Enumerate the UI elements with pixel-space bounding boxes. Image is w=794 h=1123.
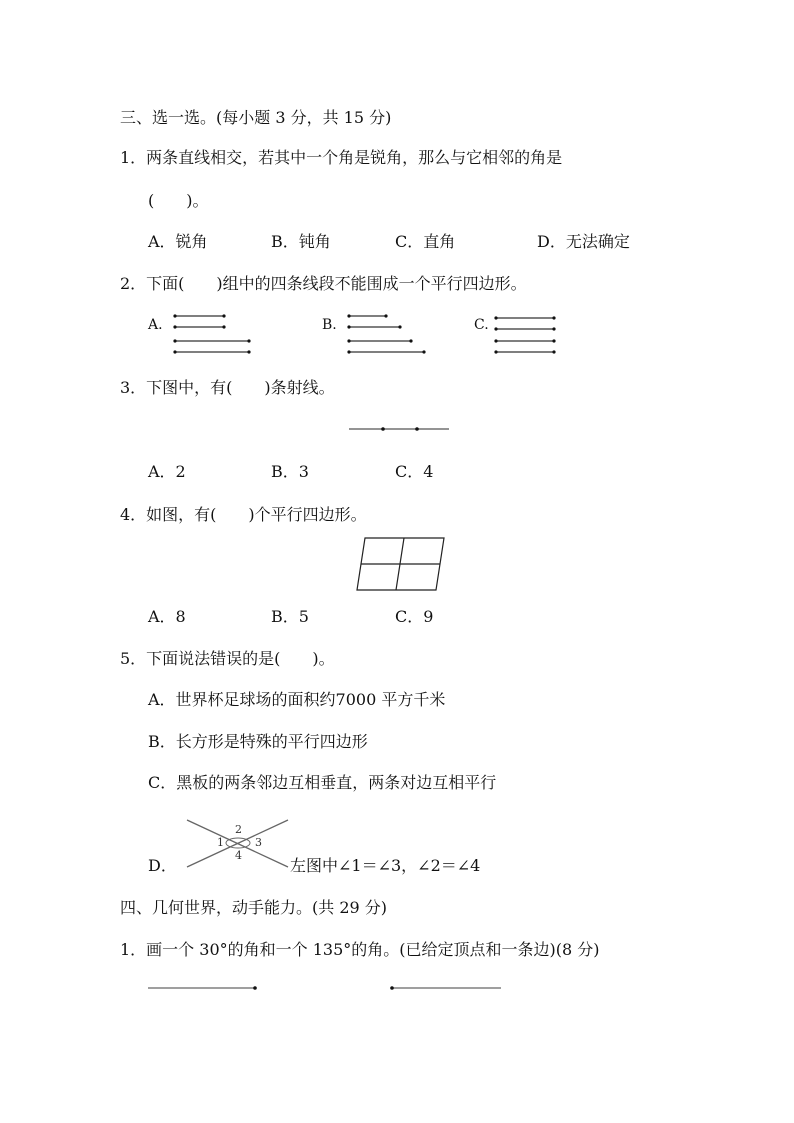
question-4-option-a: A．8	[148, 607, 186, 626]
angle-label-2: 2	[235, 823, 242, 836]
question-1-option-c: C．直角	[395, 232, 456, 251]
question-3-option-a: A．2	[148, 462, 186, 481]
question-3-option-b: B．3	[271, 462, 309, 481]
question-1-option-d: D．无法确定	[537, 232, 630, 251]
question-5-option-a: A．世界杯足球场的面积约7000 平方千米	[148, 690, 446, 709]
question-4-option-b: B．5	[271, 607, 309, 626]
section-4-given-rays	[148, 986, 501, 990]
question-4-stem: 4．如图，有( )个平行四边形。	[120, 505, 367, 524]
angle-label-3: 3	[255, 836, 262, 849]
question-2-stem: 2．下面( )组中的四条线段不能围成一个平行四边形。	[120, 274, 527, 293]
question-1-blank: ( )。	[148, 191, 209, 210]
section-3-heading: 三、选一选。(每小题 3 分，共 15 分)	[120, 108, 392, 127]
question-3-stem: 3．下图中，有( )条射线。	[120, 378, 335, 397]
question-5-option-d-text: 左图中∠1＝∠3，∠2＝∠4	[290, 856, 481, 875]
question-3-option-c: C．4	[395, 462, 434, 481]
question-2-figure-label-c: C.	[474, 317, 489, 333]
question-2-figure-label-a: A.	[148, 317, 163, 333]
question-1-option-a: A．锐角	[148, 232, 208, 251]
angle-label-4: 4	[235, 849, 242, 862]
segment-group-b	[347, 314, 425, 353]
question-2-figure-label-b: B.	[322, 317, 337, 333]
question-3-line-figure	[349, 427, 449, 431]
segment-group-a	[173, 314, 250, 353]
question-5-option-b: B．长方形是特殊的平行四边形	[148, 732, 368, 751]
segment-group-c	[494, 316, 555, 353]
question-4-option-c: C．9	[395, 607, 434, 626]
question-4-parallelogram-figure	[357, 538, 444, 590]
section-4-heading: 四、几何世界，动手能力。(共 29 分)	[120, 898, 388, 917]
angle-label-1: 1	[217, 836, 224, 849]
question-1-stem: 1．两条直线相交，若其中一个角是锐角，那么与它相邻的角是	[120, 148, 563, 167]
section-4-question-1-stem: 1．画一个 30°的角和一个 135°的角。(已给定顶点和一条边)(8 分)	[120, 940, 600, 959]
question-1-option-b: B．钝角	[271, 232, 331, 251]
question-5-option-c: C．黑板的两条邻边互相垂直，两条对边互相平行	[148, 773, 497, 792]
question-5-option-d-prefix: D．	[148, 856, 177, 875]
question-5-stem: 5．下面说法错误的是( )。	[120, 649, 335, 668]
